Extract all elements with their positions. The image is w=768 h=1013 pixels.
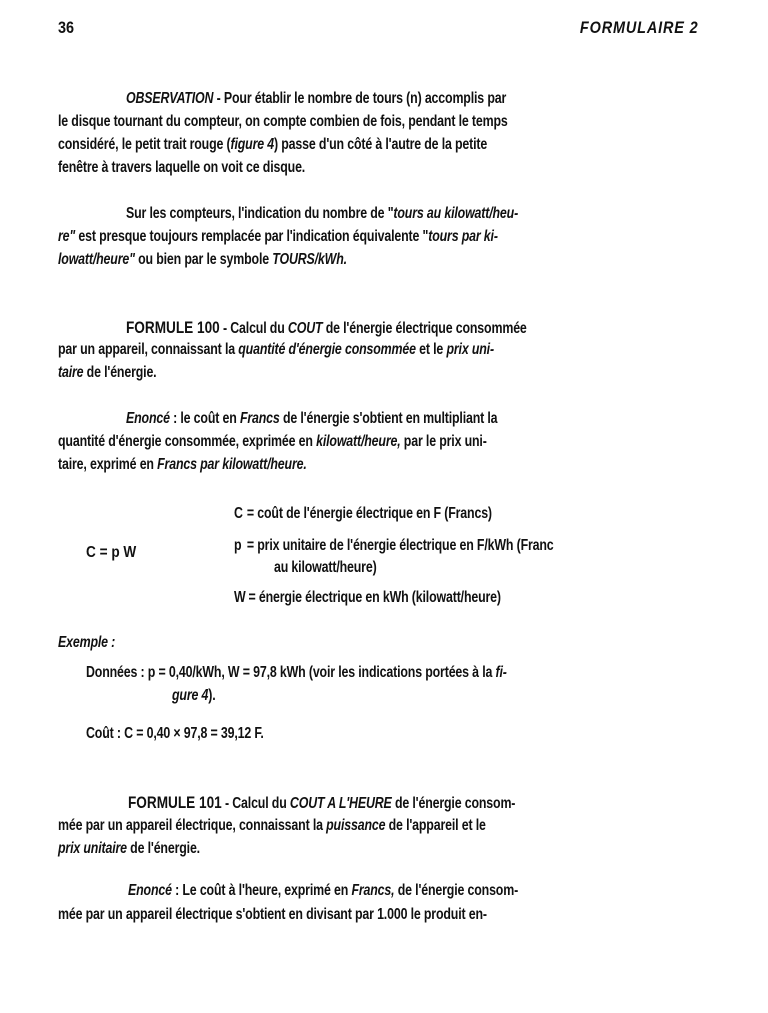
text-line	[126, 90, 506, 108]
text-italic: tours par ki-	[428, 228, 498, 245]
cout-result-line: Coût : C = 0,40 × 97,8 = 39,12 F.	[86, 725, 264, 742]
text: Sur les compteurs, l'indication du nombre de "	[126, 205, 394, 222]
text: de l'appareil et le	[385, 817, 486, 834]
page-number: 36	[58, 18, 75, 37]
text-italic: Francs par kilowatt/heure.	[157, 456, 307, 473]
text: Données : p = 0,40/kWh, W = 97,8 kWh (voir les indications portées à la	[86, 664, 496, 681]
text: ) passe d'un côté à l'autre de la petite	[274, 136, 488, 153]
symbol: W	[234, 589, 246, 606]
text: de l'énergie consom-	[391, 795, 516, 812]
text-italic: re"	[58, 228, 76, 245]
text: de l'énergie.	[126, 840, 200, 857]
formule-101-heading: FORMULE 101	[128, 793, 222, 812]
text-line	[126, 318, 527, 338]
text: = prix unitaire de l'énergie électrique en F/kWh (Franc	[246, 537, 554, 554]
text-italic: quantité d'énergie consommée	[238, 341, 416, 358]
text-line	[128, 793, 515, 813]
text: mée par un appareil électrique, connaissant la	[58, 817, 327, 834]
text-line: le disque tournant du compteur, on compte combien de fois, pendant le temps	[58, 113, 508, 130]
figure-reference: figure 4	[230, 136, 274, 153]
donnees-line-continued	[172, 687, 216, 705]
text-line	[58, 228, 498, 246]
exemple-label: Exemple :	[58, 634, 116, 651]
symbol: p	[234, 537, 242, 554]
text: de l'énergie s'obtient en multipliant la	[279, 410, 498, 427]
text-italic: TOURS/kWh.	[272, 251, 347, 268]
definition-p	[234, 537, 554, 555]
running-title: FORMULAIRE 2	[579, 18, 698, 37]
text: - Calcul du	[221, 795, 290, 812]
text-italic: lowatt/heure"	[58, 251, 135, 268]
formule-100-heading: FORMULE 100	[126, 318, 220, 337]
text-line	[126, 410, 497, 428]
text: = coût de l'énergie électrique en F (Francs)	[246, 505, 492, 522]
text-line	[58, 817, 486, 835]
text-line	[58, 341, 494, 359]
text-italic: tours au kilowatt/heu-	[393, 205, 519, 222]
text: par un appareil, connaissant la	[58, 341, 239, 358]
text: : le coût en	[169, 410, 240, 427]
figure-reference: gure 4	[172, 687, 209, 704]
definition-c	[234, 505, 492, 523]
text-italic: COUT	[287, 320, 323, 337]
text-italic: puissance	[326, 817, 386, 834]
text-line	[58, 840, 200, 858]
text-italic: kilowatt/heure,	[316, 433, 401, 450]
definition-p-continued: au kilowatt/heure)	[274, 559, 377, 576]
text: par le prix uni-	[400, 433, 487, 450]
observation-label: OBSERVATION	[126, 90, 214, 107]
text-line	[58, 136, 487, 154]
formula-c-equals-pw: C = p W	[86, 544, 137, 561]
text-italic: taire	[58, 364, 84, 381]
text-italic: prix unitaire	[58, 840, 127, 857]
text: de l'énergie.	[83, 364, 157, 381]
text: quantité d'énergie consommée, exprimée en	[58, 433, 317, 450]
text-line: fenêtre à travers laquelle on voit ce disque.	[58, 159, 306, 176]
text: de l'énergie consom-	[394, 882, 519, 899]
enonce-label: Enoncé	[126, 410, 170, 427]
text: et le	[415, 341, 447, 358]
text: : Le coût à l'heure, exprimé en	[171, 882, 352, 899]
text-line	[128, 882, 518, 900]
text: taire, exprimé en	[58, 456, 158, 473]
text: - Calcul du	[219, 320, 288, 337]
text: ou bien par le symbole	[134, 251, 273, 268]
text-line	[58, 364, 156, 382]
definition-w	[234, 589, 501, 607]
text-italic: fi-	[495, 664, 507, 681]
text: considéré, le petit trait rouge (	[58, 136, 231, 153]
text: de l'énergie électrique consommée	[322, 320, 527, 337]
text: - Pour établir le nombre de tours (n) accomplis par	[213, 90, 507, 107]
text-italic: prix uni-	[446, 341, 494, 358]
text: = énergie électrique en kWh (kilowatt/heure)	[248, 589, 501, 606]
text-line: mée par un appareil électrique s'obtient en divisant par 1.000 le produit en-	[58, 906, 487, 923]
symbol: C	[234, 505, 243, 522]
text-italic: Francs,	[351, 882, 395, 899]
text-line	[58, 251, 347, 269]
text-line	[58, 433, 487, 451]
text-italic: Francs	[239, 410, 280, 427]
enonce-label: Enoncé	[128, 882, 172, 899]
text-line	[58, 456, 307, 474]
text-line	[126, 205, 518, 223]
text: est presque toujours remplacée par l'indication équivalente "	[75, 228, 429, 245]
text-italic: COUT A L'HEURE	[289, 795, 392, 812]
text: ).	[208, 687, 216, 704]
donnees-line	[86, 664, 507, 682]
